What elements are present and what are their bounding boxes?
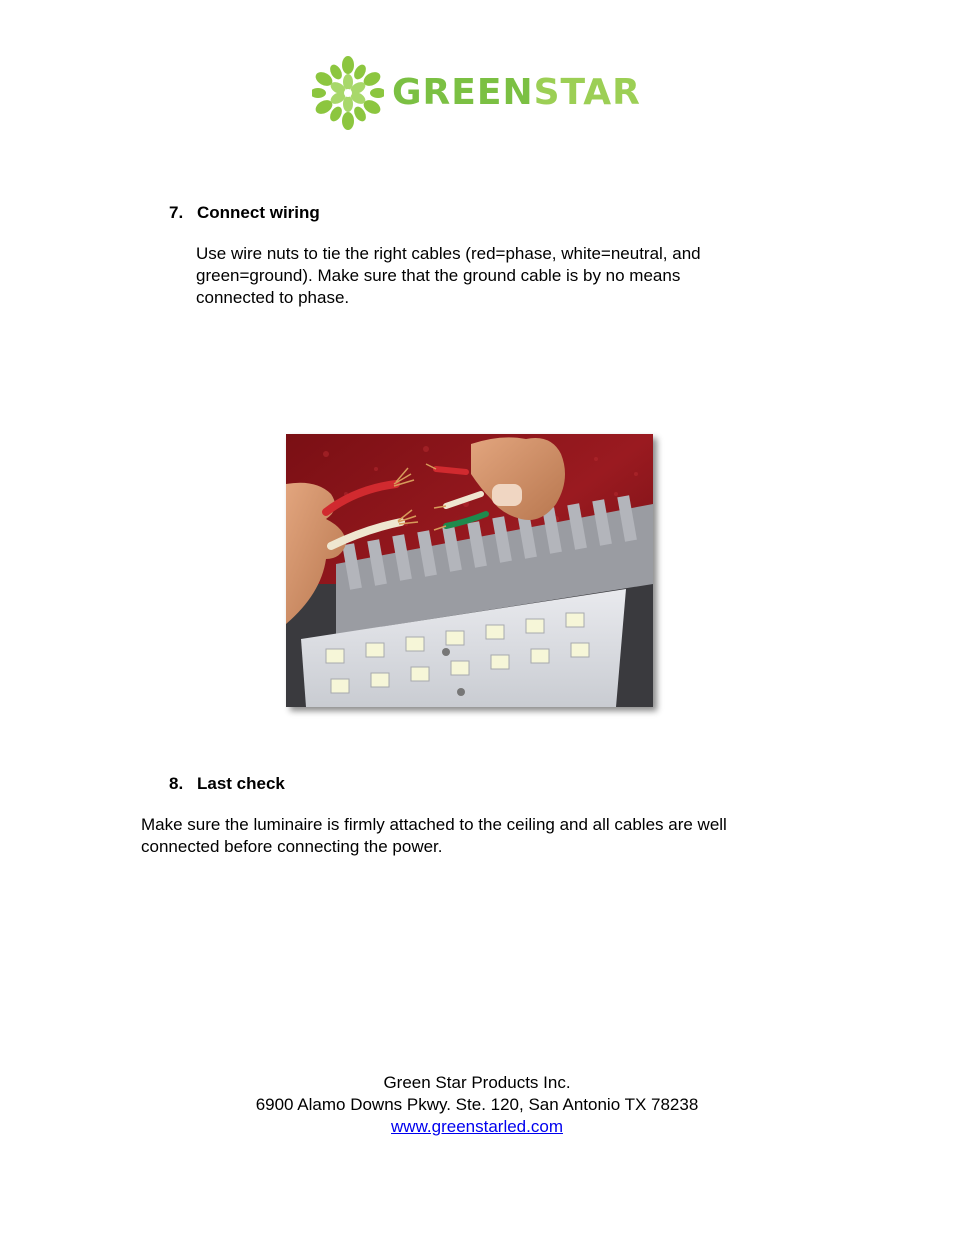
greenstar-logo xyxy=(312,55,652,131)
step-7-body xyxy=(196,243,701,309)
step-7-line: green=ground). Make sure that the ground cable is by no means xyxy=(196,266,681,285)
step-8-line: connected before connecting the power. xyxy=(141,837,443,856)
footer-address: 6900 Alamo Downs Pkwy. Ste. 120, San Antonio TX 78238 xyxy=(255,1095,699,1114)
logo-wordmark xyxy=(392,71,641,115)
step-7-title: Connect wiring xyxy=(197,203,320,222)
wiring-photo xyxy=(286,434,653,707)
step-8-line: Make sure the luminaire is firmly attached to the ceiling and all cables are well xyxy=(141,815,727,834)
step-8-body xyxy=(141,814,727,858)
footer-company: Green Star Products Inc. xyxy=(383,1073,571,1092)
step-7-line: connected to phase. xyxy=(196,288,350,307)
step-8-title: Last check xyxy=(197,774,285,793)
wiring-photo-illustration xyxy=(286,434,653,707)
logo-word-green: GREEN xyxy=(392,72,534,113)
step-8-heading xyxy=(169,773,285,795)
step-7-heading xyxy=(169,202,320,224)
step-8-number: 8. xyxy=(169,774,184,793)
flower-leaf-logo-icon xyxy=(312,55,384,131)
footer xyxy=(0,1072,954,1138)
step-7-line: Use wire nuts to tie the right cables (red=phase, white=neutral, and xyxy=(196,244,701,263)
logo-word-star: STAR xyxy=(533,72,641,113)
step-7-number: 7. xyxy=(169,203,184,222)
footer-website-link[interactable]: www.greenstarled.com xyxy=(391,1117,563,1136)
